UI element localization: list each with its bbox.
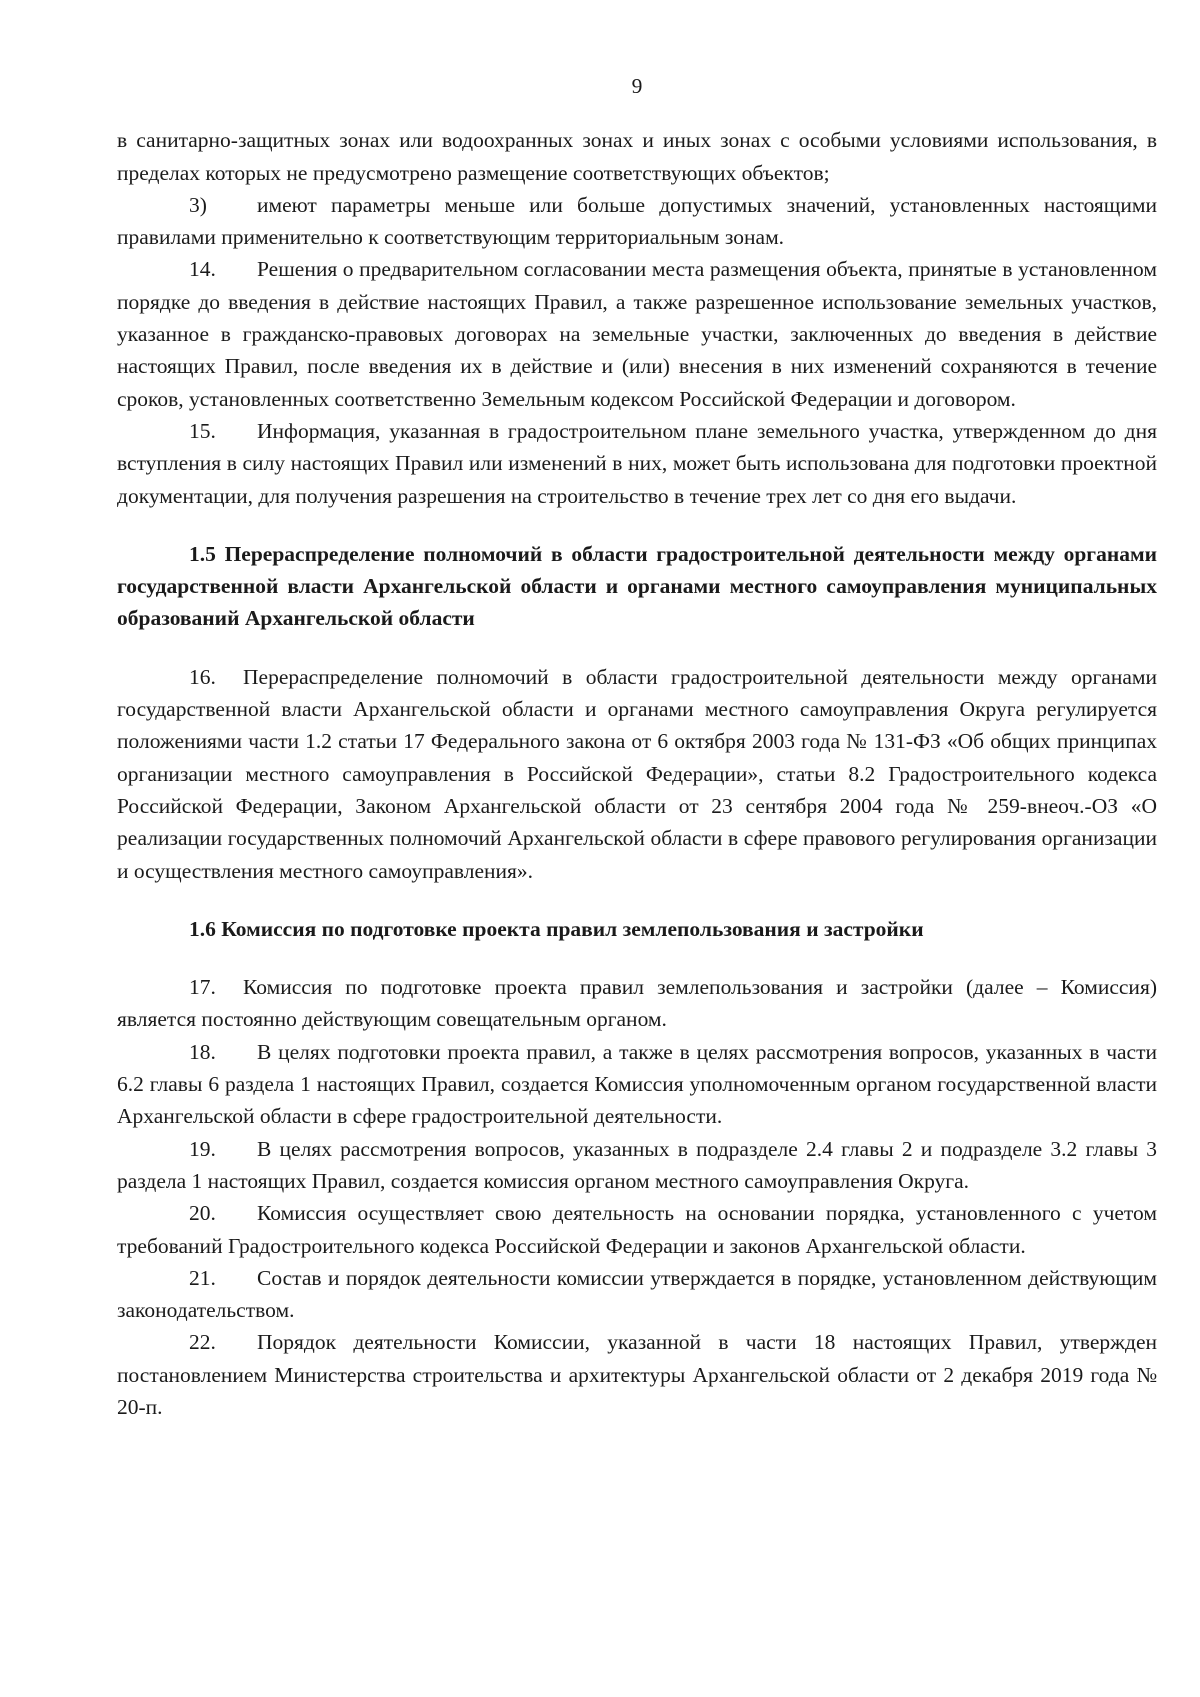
document-page	[117, 70, 1157, 1423]
list-item-14	[117, 253, 1157, 414]
list-item-18	[117, 1036, 1157, 1133]
list-item-number: 15.	[189, 418, 216, 443]
list-item-text: Информация, указанная в градостроительном плане земельного участка, утвержденном до дня вступления в силу настоящих Правил или изменений в них, может быть использована для подготовки проектной документации, для получения разрешения на строительство в течение трех лет со дня его выдачи.	[117, 418, 1157, 508]
list-item-text: Порядок деятельности Комиссии, указанной в части 18 настоящих Правил, утвержден постановлением Министерства строительства и архитектуры Архангельской области от 2 декабря 2019 года № 20-п.	[117, 1330, 1157, 1419]
list-item-text: Перераспределение полномочий в области градостроительной деятельности между органами государственной власти Архангельской области и органами местного самоуправления Округа регулируется положениями части 1.2 статьи 17 Федерального закона от 6 октября 2003 года № 131-ФЗ «Об общих принципах организации местного самоуправления в Российской Федерации», статьи 8.2 Градостроительного кодекса Российской Федерации, Законом Архангельской области от 23 сентября 2004 года № 259-внеоч.-ОЗ «О реализации государственных полномочий Архангельской области в сфере правового регулирования организации и осуществления местного самоуправления».	[117, 664, 1157, 883]
list-item-text: Решения о предварительном согласовании места размещения объекта, принятые в установленном порядке до введения в действие настоящих Правил, а также разрешенное использование земельных участков, указанное в гражданско-правовых договорах на земельные участки, заключенных до введения в действие настоящих Правил, после введения их в действие и (или) внесения в них изменений сохраняются в течение сроков, установленных соответственно Земельным кодексом Российской Федерации и договором.	[117, 257, 1157, 411]
list-item-number: 14.	[189, 257, 216, 282]
list-item-number: 19.	[189, 1136, 216, 1161]
list-item-number: 16.	[189, 664, 216, 689]
list-item-17	[117, 971, 1157, 1036]
list-item-number: 18.	[189, 1039, 216, 1064]
list-item-number: 21.	[189, 1265, 216, 1290]
list-item-19	[117, 1133, 1157, 1198]
list-item-20	[117, 1197, 1157, 1262]
list-item-21	[117, 1262, 1157, 1327]
list-item-text: В целях рассмотрения вопросов, указанных в подразделе 2.4 главы 2 и подразделе 3.2 главы 3 раздела 1 настоящих Правил, создается комиссия органом местного самоуправления Округа.	[117, 1136, 1157, 1193]
list-item-number: 17.	[189, 975, 216, 1000]
list-item-text: В целях подготовки проекта правил, а также в целях рассмотрения вопросов, указанных в части 6.2 главы 6 раздела 1 настоящих Правил, создается Комиссия уполномоченным органом государственной власти Архангельской области в сфере градостроительной деятельности.	[117, 1039, 1157, 1129]
list-item-number: 22.	[189, 1330, 216, 1355]
list-item-text: Комиссия по подготовке проекта правил землепользования и застройки (далее – Комиссия) является постоянно действующим совещательным органом.	[117, 975, 1157, 1032]
list-item-22	[117, 1326, 1157, 1423]
list-item-number: 3)	[189, 192, 207, 217]
list-item-text: имеют параметры меньше или больше допустимых значений, установленных настоящими правилами применительно к соответствующим территориальным зонам.	[117, 192, 1157, 250]
list-item-15	[117, 415, 1157, 512]
page-number: 9	[631, 74, 643, 98]
section-heading-1-6: 1.6 Комиссия по подготовке проекта правил землепользования и застройки	[189, 916, 924, 941]
list-item-text: Состав и порядок деятельности комиссии утверждается в порядке, установленном действующим законодательством.	[117, 1265, 1157, 1323]
paragraph-intro-continuation: в санитарно-защитных зонах или водоохранных зонах и иных зонах с особыми условиями использования, в пределах которых не предусмотрено размещение соответствующих объектов;	[117, 128, 1157, 185]
list-item-3	[117, 189, 1157, 254]
section-heading-1-5: 1.5 Перераспределение полномочий в области градостроительной деятельности между органами государственной власти Архангельской области и органами местного самоуправления муниципальных образований Архангельской области	[117, 541, 1157, 631]
list-item-text: Комиссия осуществляет свою деятельность на основании порядка, установленного с учетом требований Градостроительного кодекса Российской Федерации и законов Архангельской области.	[117, 1201, 1157, 1258]
list-item-number: 20.	[189, 1201, 216, 1226]
list-item-16	[117, 661, 1157, 887]
